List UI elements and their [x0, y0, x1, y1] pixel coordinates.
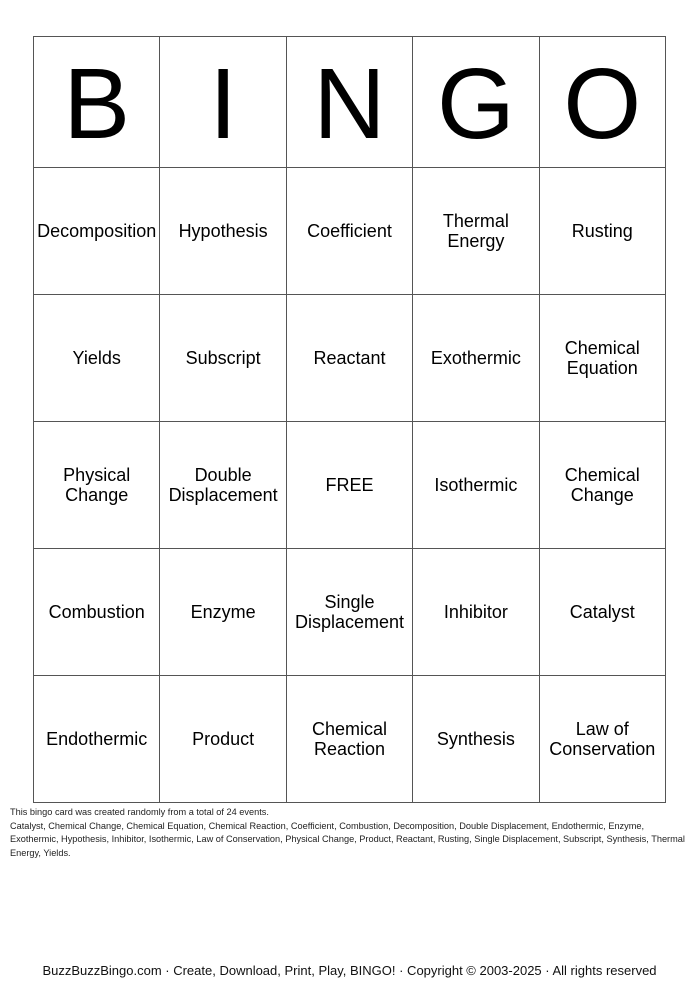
footer-copyright: BuzzBuzzBingo.com · Create, Download, Print, Play, BINGO! · Copyright © 2003-2025 · All rights reserved	[42, 963, 657, 978]
bingo-cell: Double Displacement	[160, 422, 286, 549]
bingo-cell: Inhibitor	[413, 549, 539, 676]
bingo-cell: Decomposition	[34, 168, 160, 295]
bingo-cell: Thermal Energy	[413, 168, 539, 295]
word-list: Catalyst, Chemical Change, Chemical Equation, Chemical Reaction, Coefficient, Combustion, Decomposition, Double Displacement, Endothermic, Enzyme, Exothermic, Hypothesis, Inhibitor, Isothermic, Law of Conservation, Physical Change, Product, Reactant, Rusting, Single Displacement, Subscript, Synthesis, Thermal Energy, Yields.	[10, 820, 685, 858]
bingo-cell: Physical Change	[34, 422, 160, 549]
bingo-row	[34, 295, 666, 422]
bingo-cell: Rusting	[539, 168, 665, 295]
bingo-cell: Endothermic	[34, 676, 160, 803]
bingo-cell: Yields	[34, 295, 160, 422]
bingo-row	[34, 422, 666, 549]
bingo-cell: Chemical Reaction	[286, 676, 412, 803]
bingo-cell: Law of Conservation	[539, 676, 665, 803]
header-letter-b: B	[34, 37, 160, 168]
header-letter-g: G	[413, 37, 539, 168]
bingo-cell: Synthesis	[413, 676, 539, 803]
bingo-cell: Chemical Change	[539, 422, 665, 549]
bingo-cell: Enzyme	[160, 549, 286, 676]
bingo-cell: Single Displacement	[286, 549, 412, 676]
bingo-row	[34, 549, 666, 676]
bingo-cell: Coefficient	[286, 168, 412, 295]
bingo-cell: Exothermic	[413, 295, 539, 422]
bingo-cell: Chemical Equation	[539, 295, 665, 422]
bingo-cell: Hypothesis	[160, 168, 286, 295]
header-letter-o: O	[539, 37, 665, 168]
bingo-cell: Subscript	[160, 295, 286, 422]
bingo-header-row	[34, 37, 666, 168]
bingo-cell: Combustion	[34, 549, 160, 676]
card-info	[10, 806, 690, 860]
bingo-cell: Isothermic	[413, 422, 539, 549]
card-summary: This bingo card was created randomly from a total of 24 events.	[10, 807, 269, 817]
bingo-cell: Catalyst	[539, 549, 665, 676]
bingo-row	[34, 676, 666, 803]
header-letter-i: I	[160, 37, 286, 168]
header-letter-n: N	[286, 37, 412, 168]
free-space-cell: FREE	[286, 422, 412, 549]
bingo-row	[34, 168, 666, 295]
bingo-cell: Product	[160, 676, 286, 803]
bingo-cell: Reactant	[286, 295, 412, 422]
bingo-card	[33, 36, 666, 803]
